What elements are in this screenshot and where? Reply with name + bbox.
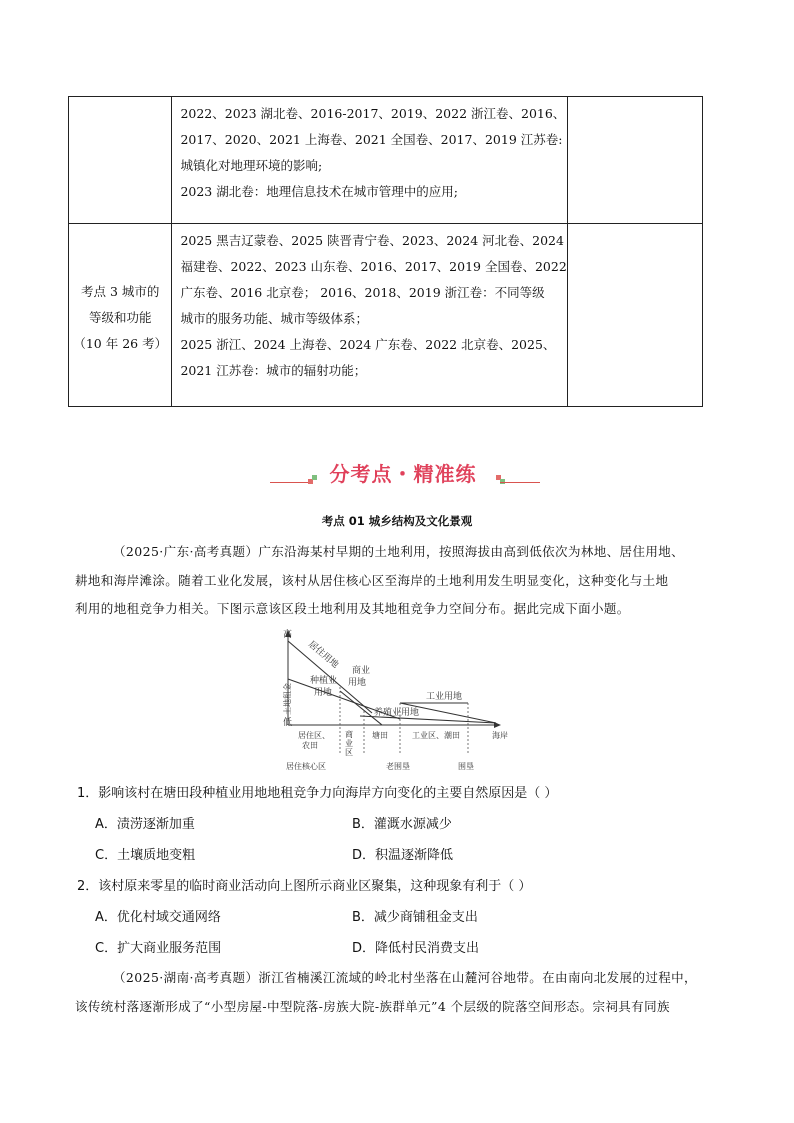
label-planting-1: 种植业 <box>310 676 338 686</box>
table-row <box>69 224 703 407</box>
content-line: 2022、2023 湖北卷、2016-2017、2019、2022 浙江卷、2016、 <box>180 106 566 121</box>
content-line: 2017、2020、2021 上海卷、2021 全国卷、2017、2019 江苏卷: <box>180 132 563 147</box>
zone-label: 工业区、潮田 <box>412 731 460 740</box>
option-c[interactable]: C．扩大商业服务范围 <box>95 941 222 956</box>
content-line: 城市的服务功能、城市等级体系； <box>180 311 368 326</box>
paragraph-line: 利用的地租竞争力相关。下图示意该区段土地利用及其地租竞争力空间分布。据此完成下面小题。 <box>75 601 630 616</box>
decorative-line <box>500 482 540 483</box>
intro-paragraph <box>75 538 735 624</box>
table-cell-topic <box>69 97 172 224</box>
decorative-square <box>312 475 317 480</box>
zone-label: 商 <box>345 730 353 739</box>
table-cell-empty <box>567 97 702 224</box>
label-residential: 居住用地 <box>306 639 341 671</box>
content-line: 福建卷、2022、2023 山东卷、2016、2017、2019 全国卷、2022 <box>180 259 567 274</box>
option-d[interactable]: D．降低村民消费支出 <box>352 941 480 956</box>
table-row <box>69 97 703 224</box>
content-line: 2021 江苏卷：城市的辐射功能； <box>180 363 367 378</box>
bottom-label: 老围垦 <box>386 762 410 771</box>
label-planting-2: 用地 <box>314 688 333 698</box>
table-cell-empty <box>567 224 702 407</box>
option-a[interactable]: A．渍涝逐渐加重 <box>95 817 195 832</box>
zone-label: 业 <box>345 739 353 748</box>
topic-line: 等级和功能 <box>88 310 152 325</box>
outro-paragraph <box>75 964 735 1021</box>
zone-label: 农田 <box>302 741 318 750</box>
content-line: 广东卷、2016 北京卷； 2016、2018、2019 浙江卷：不同等级 <box>180 285 545 300</box>
zone-label: 区 <box>345 748 353 757</box>
option-b[interactable]: B．灌溉水源减少 <box>352 817 452 832</box>
table-cell-content <box>172 224 567 407</box>
x-end-label: 海岸 <box>492 731 508 740</box>
question-stem: 1．影响该村在塘田段种植业用地地租竞争力向海岸方向变化的主要自然原因是（ ） <box>77 786 558 801</box>
paragraph-line: （2025·广东·高考真题）广东沿海某村早期的土地利用，按照海拔由高到低依次为林地、居住用地、 <box>113 544 685 559</box>
question-stem: 2．该村原来零星的临时商业活动向上图所示商业区聚集，这种现象有利于（ ） <box>77 879 532 894</box>
section-title: 分考点・精准练 <box>329 462 477 486</box>
bottom-label: 居住核心区 <box>286 762 326 771</box>
table-cell-content <box>172 97 567 224</box>
option-b[interactable]: B．减少商铺租金支出 <box>352 910 478 925</box>
option-d[interactable]: D．积温逐渐降低 <box>352 848 454 863</box>
content-line: 2025 浙江、2024 上海卷、2024 广东卷、2022 北京卷、2025、 <box>180 337 556 352</box>
paragraph-line: 耕地和海岸滩涂。随着工业化发展，该村从居住核心区至海岸的土地利用发生明显变化，这种变化与土地 <box>75 572 669 588</box>
option-c[interactable]: C．土壤质地变粗 <box>95 848 196 863</box>
topic-subheading: 考点 01 城乡结构及文化景观 <box>321 514 473 528</box>
content-line: 2025 黑吉辽蒙卷、2025 陕晋青宁卷、2023、2024 河北卷、2024 <box>180 233 564 248</box>
y-low-label: 低 <box>283 718 293 728</box>
zone-label: 塘田 <box>372 731 388 740</box>
land-rent-figure <box>282 627 522 773</box>
paragraph-line: 该传统村落逐渐形成了“小型房屋-中型院落-房族大院-族群单元”4 个层级的院落空间形态。宗祠具有同族 <box>75 998 670 1014</box>
section-heading <box>270 458 540 490</box>
option-a[interactable]: A．优化村域交通网络 <box>95 910 221 925</box>
bottom-label: 围垦 <box>458 762 474 771</box>
zone-label: 居住区、 <box>298 731 330 740</box>
content-line: 2023 湖北卷：地理信息技术在城市管理中的应用; <box>180 184 458 199</box>
label-commercial-2: 用地 <box>348 678 367 688</box>
land-rent-diagram <box>282 627 522 773</box>
table-cell-topic <box>69 224 172 407</box>
decorative-line <box>270 482 310 483</box>
label-aquaculture: 养殖业用地 <box>374 708 420 718</box>
label-commercial-1: 商业 <box>352 666 371 676</box>
topic-line: 考点 3 城市的 <box>81 284 160 299</box>
y-high-label: 高 <box>283 630 293 640</box>
topic-line: （10 年 26 考） <box>73 336 168 351</box>
label-industrial: 工业用地 <box>426 692 463 702</box>
y-axis-label: 土地租金 <box>283 683 292 715</box>
exam-topic-table <box>68 96 703 407</box>
content-line: 城镇化对地理环境的影响; <box>180 158 323 173</box>
paragraph-line: （2025·湖南·高考真题）浙江省楠溪江流域的岭北村坐落在山麓河谷地带。在由南向北发展的过程中， <box>113 970 697 985</box>
